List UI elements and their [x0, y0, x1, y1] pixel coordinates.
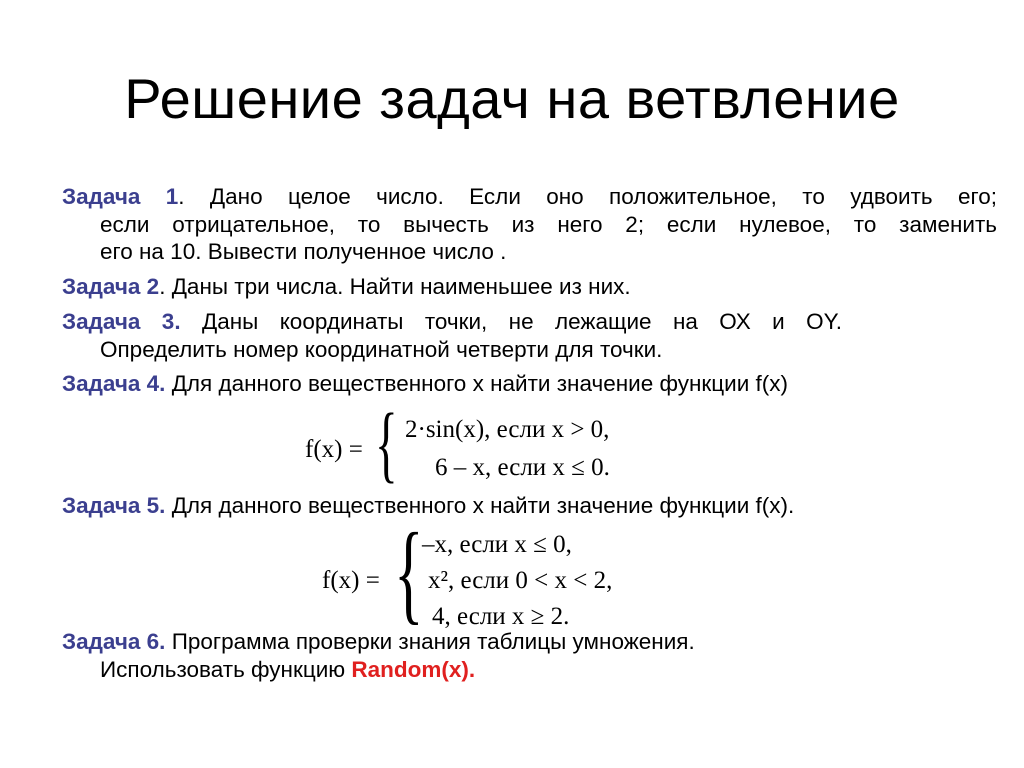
task-5-text: Для данного вещественного x найти значение функции f(x).: [165, 493, 795, 518]
task-3-label: Задача 3.: [62, 309, 181, 334]
task-2: [62, 273, 997, 301]
formula-2-case-2: x², если 0 < x < 2,: [428, 567, 613, 594]
formula-1-case-2: 6 – x, если x ≤ 0.: [435, 454, 610, 481]
task-3-text-1: Даны координаты точки, не лежащие на ОХ и OY.: [180, 309, 842, 334]
task-6-text-1: Программа проверки знания таблицы умножения.: [165, 629, 695, 654]
formula-2-lhs: f(x) =: [322, 567, 380, 594]
task-1: [62, 183, 997, 266]
task-3: [62, 308, 842, 363]
task-6-label: Задача 6.: [62, 629, 166, 654]
task-2-text: . Даны три числа. Найти наименьшее из них.: [159, 274, 631, 299]
task-6-accent: Random(x).: [351, 656, 476, 682]
task-1-line-2: если отрицательное, то вычесть из него 2; если нулевое, то заменить: [100, 211, 997, 237]
formula-2: [322, 511, 642, 635]
task-4: [62, 370, 997, 398]
formula-2-case-3: 4, если x ≥ 2.: [432, 603, 570, 630]
formula-2-case-1: –x, если x ≤ 0,: [422, 531, 572, 558]
task-3-text-2: Определить номер координатной четверти для точки.: [100, 336, 663, 362]
task-1-line-3: его на 10. Вывести полученное число .: [100, 239, 507, 264]
formula-1-brace: {: [375, 395, 398, 491]
task-6: [62, 628, 997, 683]
formula-1: [305, 395, 645, 491]
task-4-label: Задача 4.: [62, 371, 166, 396]
formula-1-case-1: 2·sin(x), если x > 0,: [405, 416, 610, 443]
task-1-label: Задача 1: [62, 184, 179, 209]
task-2-label: Задача 2: [62, 274, 160, 299]
slide-title: Решение задач на ветвление: [124, 67, 900, 130]
task-5: [62, 492, 997, 520]
formula-2-brace: {: [394, 511, 424, 635]
task-6-text-2: Использовать функцию: [100, 656, 352, 682]
formula-1-lhs: f(x) =: [305, 436, 363, 463]
task-4-text: Для данного вещественного x найти значение функции f(x): [165, 371, 788, 396]
task-1-line-1: [62, 183, 997, 211]
task-5-label: Задача 5.: [62, 493, 166, 518]
task-1-text-1: . Дано целое число. Если оно положительное, то удвоить его;: [178, 184, 997, 209]
